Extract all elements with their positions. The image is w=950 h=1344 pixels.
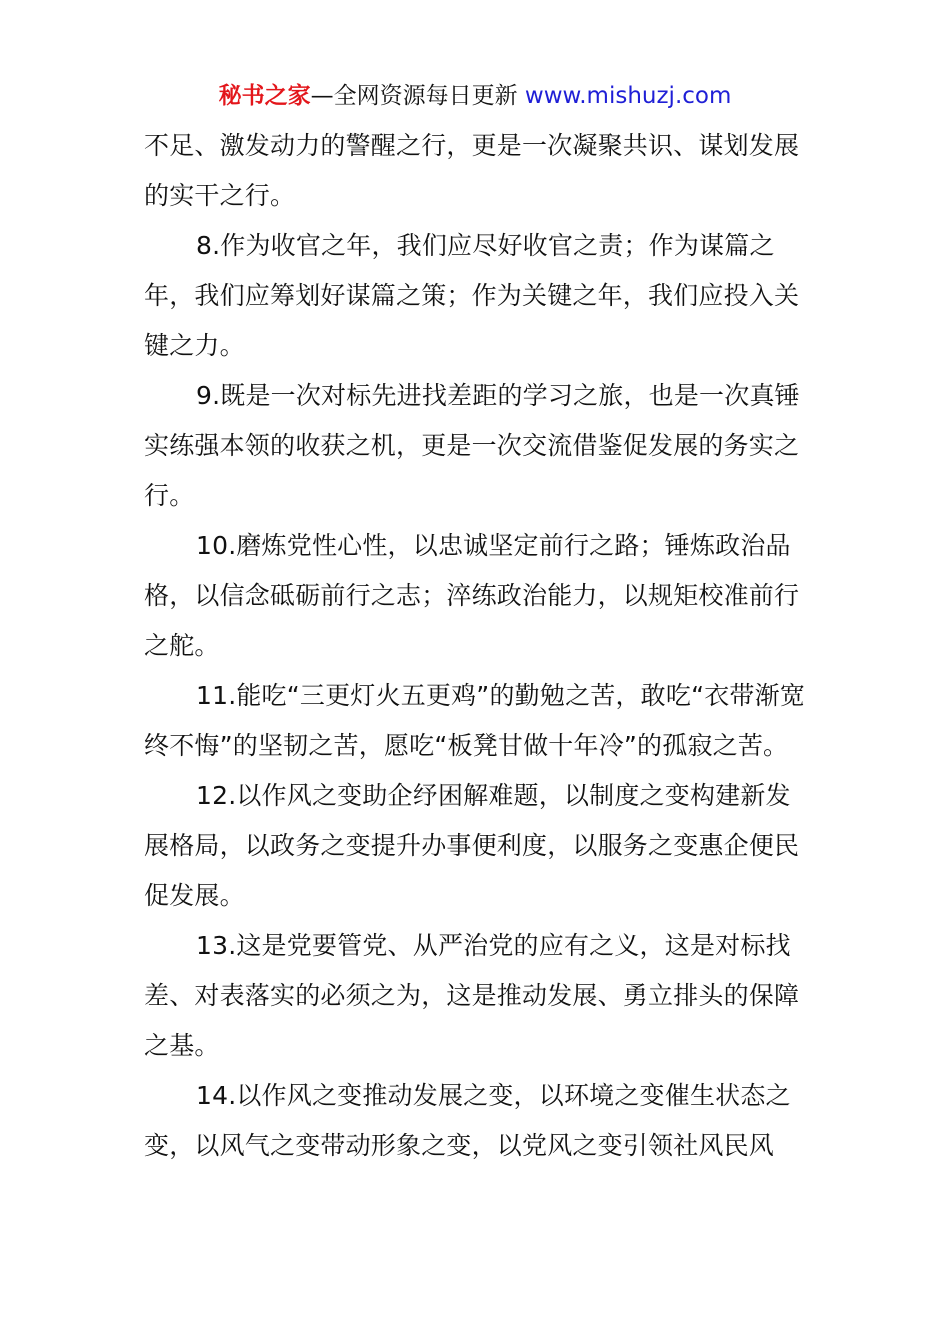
paragraph-9: 9.既是一次对标先进找差距的学习之旅，也是一次真锤实练强本领的收获之机，更是一次交流借鉴促发展的务实之行。 [144,381,800,510]
paragraph-14: 14.以作风之变推动发展之变，以环境之变催生状态之变，以风气之变带动形象之变，以党风之变引领社风民风 [144,1081,791,1160]
site-url-link[interactable]: www.mishuzj.com [524,83,732,109]
paragraph-continuation: 不足、激发动力的警醒之行，更是一次凝聚共识、谋划发展的实干之行。 [144,131,800,210]
page-header [0,78,950,114]
document-body [144,121,810,1171]
brand-name: 秘书之家 [218,83,311,109]
paragraph-10: 10.磨炼党性心性，以忠诚坚定前行之路；锤炼政治品格，以信念砥砺前行之志；淬练政治能力，以规矩校准前行之舵。 [144,531,800,660]
paragraph-13: 13.这是党要管党、从严治党的应有之义，这是对标找差、对表落实的必须之为，这是推动发展、勇立排头的保障之基。 [144,931,800,1060]
header-tagline: —全网资源每日更新 [310,83,518,109]
paragraph-8: 8.作为收官之年，我们应尽好收官之责；作为谋篇之年，我们应筹划好谋篇之策；作为关键之年，我们应投入关键之力。 [144,231,800,360]
paragraph-12: 12.以作风之变助企纾困解难题，以制度之变构建新发展格局，以政务之变提升办事便利度，以服务之变惠企便民促发展。 [144,781,800,910]
paragraph-11: 11.能吃“三更灯火五更鸡”的勤勉之苦，敢吃“衣带渐宽终不悔”的坚韧之苦，愿吃“板凳甘做十年冷”的孤寂之苦。 [144,681,806,760]
